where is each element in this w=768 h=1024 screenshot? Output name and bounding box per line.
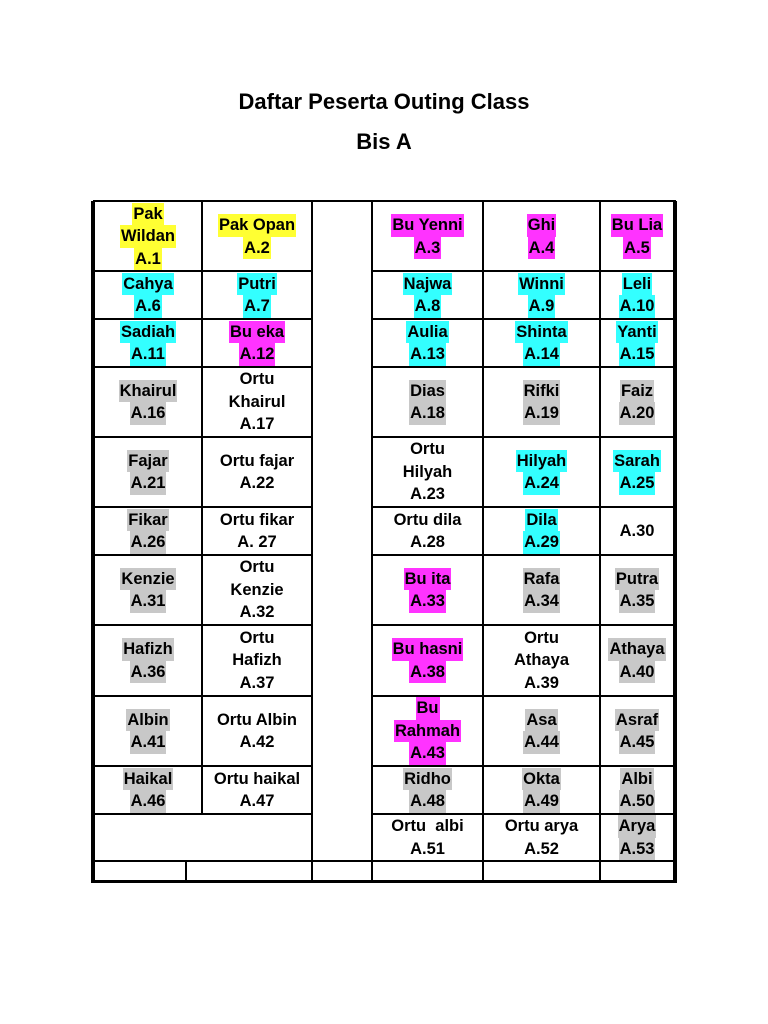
seat-cell xyxy=(203,626,311,695)
seat-cell xyxy=(601,626,673,695)
page-title: Daftar Peserta Outing Class xyxy=(238,89,530,114)
seat-code: A.45 xyxy=(619,731,656,754)
seat-name: Arya xyxy=(618,815,657,838)
seat-name: Ortu fajar xyxy=(219,451,295,470)
seat-name: Ortu fikar xyxy=(219,510,295,529)
seat-name: Athaya xyxy=(608,638,665,661)
seat-code: A.16 xyxy=(130,402,167,425)
seat-cell xyxy=(203,508,311,554)
seat-code: A.49 xyxy=(523,790,560,813)
seat-name: Kenzie xyxy=(230,580,284,599)
seat-cell xyxy=(484,203,599,270)
seat-name: Putri xyxy=(237,273,277,296)
table-rule xyxy=(93,200,676,202)
seat-cell xyxy=(484,368,599,436)
seat-code: A.14 xyxy=(523,343,560,366)
seat-name: Leli xyxy=(622,273,652,296)
table-rule xyxy=(94,813,312,815)
seat-name: Pak xyxy=(132,203,163,226)
seat-name: Bu Lia xyxy=(611,214,663,237)
seat-cell xyxy=(203,272,311,318)
seat-name: Wildan xyxy=(120,225,176,248)
seat-code: A.23 xyxy=(410,485,445,504)
seat-code: A.21 xyxy=(130,472,167,495)
table-rule xyxy=(94,880,674,882)
seat-code: A.35 xyxy=(619,590,656,613)
seat-code: A.51 xyxy=(410,839,445,858)
seat-name: Ortu albi xyxy=(391,817,464,835)
seat-name: Najwa xyxy=(403,273,453,296)
seat-name: Rafa xyxy=(523,568,561,591)
seat-cell xyxy=(373,508,482,554)
seat-name: Ridho xyxy=(403,768,452,791)
seat-code: A.22 xyxy=(239,474,275,492)
seat-name: Hafizh xyxy=(122,638,174,661)
seat-name: Rahmah xyxy=(394,720,461,743)
seat-cell xyxy=(601,815,673,860)
seat-cell xyxy=(601,508,673,554)
seat-code: A.30 xyxy=(619,521,655,540)
seat-cell xyxy=(373,320,482,366)
seat-name: Asa xyxy=(525,709,557,732)
seat-code: A.25 xyxy=(619,472,656,495)
seat-code: A.24 xyxy=(523,472,560,495)
seat-name: Bu hasni xyxy=(392,638,464,661)
seat-code: A.29 xyxy=(523,531,560,554)
seat-name: Hilyah xyxy=(516,450,568,473)
seat-cell xyxy=(484,556,599,624)
seat-name: Ortu Albin xyxy=(216,710,298,729)
seat-code: A.3 xyxy=(414,237,442,260)
seat-name: Shinta xyxy=(515,321,567,344)
seat-name: Bu Yenni xyxy=(391,214,463,237)
seat-cell xyxy=(484,767,599,813)
table-rule xyxy=(94,860,312,862)
seat-name: Winni xyxy=(518,273,565,296)
seat-cell xyxy=(95,508,201,554)
seat-name: Fikar xyxy=(127,509,168,532)
seat-cell xyxy=(95,203,201,270)
seat-cell xyxy=(373,438,482,506)
seat-code: A.10 xyxy=(619,295,656,318)
seat-name: Okta xyxy=(522,768,561,791)
seat-cell xyxy=(484,508,599,554)
seat-code: A.26 xyxy=(130,531,167,554)
seat-code: A.5 xyxy=(623,237,651,260)
seat-name: Ortu haikal xyxy=(213,769,301,788)
seat-name: Faiz xyxy=(620,380,654,403)
seat-cell xyxy=(484,272,599,318)
seat-code: A.32 xyxy=(239,603,275,622)
seat-code: A.11 xyxy=(130,343,166,366)
seat-code: A.18 xyxy=(409,402,446,425)
seat-name: Hilyah xyxy=(402,462,453,481)
seat-cell xyxy=(95,272,201,318)
seat-code: A.43 xyxy=(409,742,446,765)
seat-code: A.7 xyxy=(243,295,271,318)
seat-code: A.8 xyxy=(414,295,442,318)
seat-name: Fajar xyxy=(127,450,168,473)
seat-code: A.52 xyxy=(524,839,559,858)
seat-code: A.34 xyxy=(523,590,560,613)
seat-name: Hafizh xyxy=(232,651,282,670)
table-rule xyxy=(311,202,313,881)
seat-name: Cahya xyxy=(122,273,174,296)
seat-code: A.13 xyxy=(409,343,446,366)
seat-cell xyxy=(601,368,673,436)
seat-cell xyxy=(373,272,482,318)
seat-code: A.41 xyxy=(130,731,167,754)
seat-name: Ortu xyxy=(524,628,559,647)
seat-name: Ortu xyxy=(239,558,275,577)
seat-code: A.33 xyxy=(409,590,446,613)
seat-code: A.15 xyxy=(619,343,656,366)
seat-cell xyxy=(601,438,673,506)
seat-cell xyxy=(601,320,673,366)
seat-cell xyxy=(203,697,311,765)
seat-cell xyxy=(373,368,482,436)
seat-cell xyxy=(203,767,311,813)
seat-cell xyxy=(601,272,673,318)
seat-name: Ortu arya xyxy=(504,817,579,835)
seat-code: A.44 xyxy=(523,731,560,754)
table-rule xyxy=(185,861,187,881)
seat-code: A.37 xyxy=(239,673,275,692)
seat-name: Khairul xyxy=(228,392,286,411)
seat-cell xyxy=(484,320,599,366)
seat-cell xyxy=(203,320,311,366)
seat-name: Ortu dila xyxy=(393,510,462,529)
seat-code: A.48 xyxy=(409,790,446,813)
table-rule xyxy=(372,860,674,862)
seat-name: Rifki xyxy=(523,380,561,403)
seat-name: Sarah xyxy=(613,450,661,473)
seat-code: A.36 xyxy=(130,661,167,684)
seat-name: Aulia xyxy=(406,321,448,344)
seat-cell xyxy=(95,556,201,624)
seat-code: A.31 xyxy=(130,590,167,613)
seat-code: A.20 xyxy=(619,402,656,425)
seat-name: Albi xyxy=(620,768,653,791)
seat-name: Pak Opan xyxy=(218,214,296,237)
seat-code: A.6 xyxy=(134,295,162,318)
seat-name: Bu ita xyxy=(404,568,452,591)
seat-name: Asraf xyxy=(615,709,659,732)
seat-cell xyxy=(373,697,482,765)
seat-code: A.38 xyxy=(409,661,446,684)
seat-cell xyxy=(95,767,201,813)
seat-cell xyxy=(95,368,201,436)
seat-code: A.53 xyxy=(619,838,656,861)
seat-name: Ortu xyxy=(239,628,275,647)
seat-name: Ghi xyxy=(527,214,557,237)
seat-cell xyxy=(373,203,482,270)
seat-code: A.2 xyxy=(243,237,271,260)
seat-name: Kenzie xyxy=(120,568,175,591)
seat-cell xyxy=(601,556,673,624)
seat-code: A.42 xyxy=(239,733,275,751)
seat-code: A.9 xyxy=(528,295,556,318)
seat-name: Dila xyxy=(525,509,557,532)
seat-code: A. 27 xyxy=(237,533,277,551)
seat-cell xyxy=(203,556,311,624)
seat-cell xyxy=(601,767,673,813)
table-rule xyxy=(312,860,372,862)
seat-cell xyxy=(601,203,673,270)
seat-code: A.46 xyxy=(130,790,167,813)
seat-code: A.47 xyxy=(239,792,275,810)
page-subtitle: Bis A xyxy=(356,129,412,154)
seat-cell xyxy=(484,626,599,695)
seat-code: A.40 xyxy=(619,661,656,684)
seat-code: A.19 xyxy=(523,402,560,425)
seat-name: Khairul xyxy=(119,380,178,403)
seat-cell xyxy=(95,697,201,765)
seat-cell xyxy=(484,697,599,765)
seat-name: Bu eka xyxy=(229,321,285,344)
seat-name: Yanti xyxy=(616,321,657,344)
seat-cell xyxy=(203,368,311,436)
seat-code: A.4 xyxy=(528,237,556,260)
seat-cell xyxy=(601,697,673,765)
seat-code: A.39 xyxy=(524,673,559,692)
seat-code: A.1 xyxy=(134,248,162,271)
seat-name: Ortu xyxy=(239,370,275,389)
seat-cell xyxy=(484,438,599,506)
seat-code: A.50 xyxy=(619,790,656,813)
seat-code: A.17 xyxy=(239,415,275,434)
seat-cell xyxy=(373,626,482,695)
seat-cell xyxy=(373,815,482,860)
seat-cell xyxy=(95,320,201,366)
seat-cell xyxy=(203,438,311,506)
table-rule xyxy=(675,201,677,883)
seat-name: Ortu xyxy=(410,440,445,459)
seat-code: A.12 xyxy=(239,343,276,366)
seat-name: Putra xyxy=(615,568,659,591)
seat-cell xyxy=(95,438,201,506)
seat-name: Dias xyxy=(409,380,446,403)
seat-cell xyxy=(373,556,482,624)
seat-cell xyxy=(95,626,201,695)
seat-name: Athaya xyxy=(513,651,570,670)
seat-cell xyxy=(373,767,482,813)
seat-name: Sadiah xyxy=(120,321,176,344)
seat-name: Bu xyxy=(416,697,440,720)
seat-cell xyxy=(484,815,599,860)
seat-code: A.28 xyxy=(410,533,445,551)
seat-name: Haikal xyxy=(123,768,174,791)
seat-name: Albin xyxy=(126,709,169,732)
table-rule xyxy=(673,202,675,881)
seat-cell xyxy=(203,203,311,270)
